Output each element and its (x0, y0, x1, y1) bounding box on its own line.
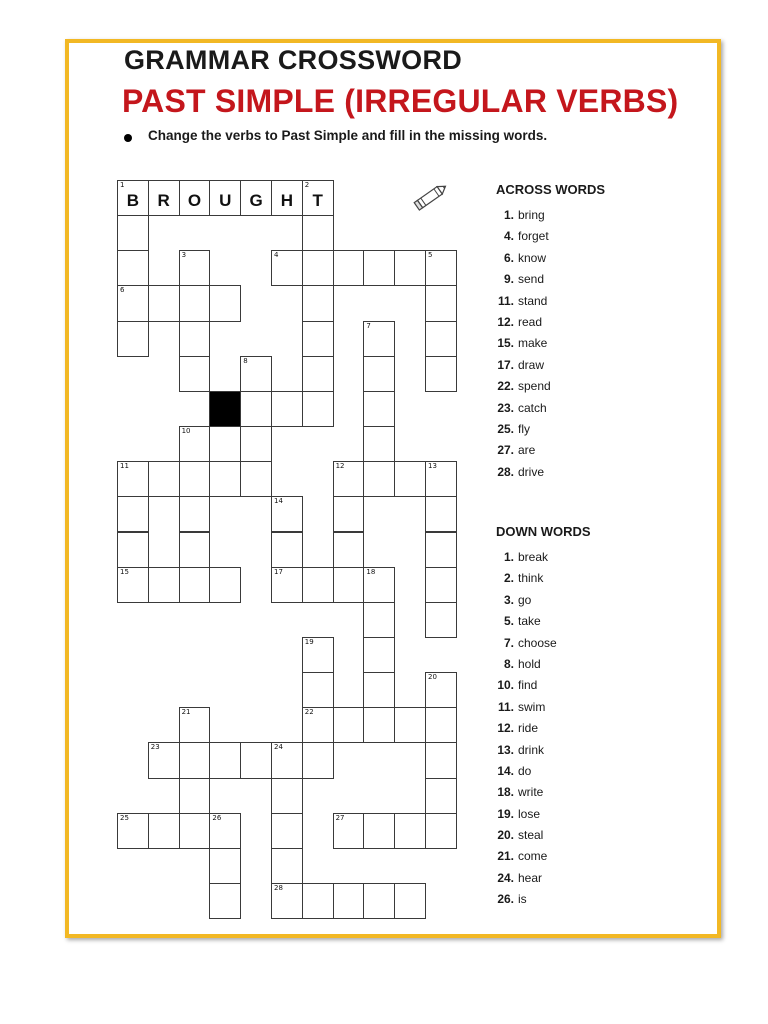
crossword-cell[interactable] (148, 742, 180, 778)
crossword-cell[interactable] (363, 391, 395, 427)
crossword-cell[interactable] (117, 532, 149, 568)
across-clue (496, 376, 605, 397)
down-clue (496, 868, 591, 889)
down-clue (496, 889, 591, 910)
clue-number: 10. (497, 678, 514, 693)
clue-word: think (518, 571, 544, 586)
crossword-black-cell[interactable] (209, 391, 241, 427)
crossword-cell[interactable] (425, 285, 457, 321)
cell-number: 22 (304, 708, 314, 717)
cell-number: 15 (120, 567, 129, 576)
clue-word: take (518, 614, 541, 629)
clue-word: swim (518, 699, 546, 714)
crossword-cell[interactable] (148, 813, 180, 849)
clue-number: 12. (497, 314, 514, 329)
page-title: GRAMMAR CROSSWORD (124, 45, 463, 75)
across-clue (496, 205, 605, 226)
across-clues (496, 182, 605, 483)
cell-number: 10 (181, 427, 191, 436)
down-clue (496, 825, 591, 846)
cell-number: 20 (428, 673, 437, 682)
clue-word: write (518, 785, 544, 800)
across-clue (496, 462, 605, 483)
clue-number: 2. (503, 571, 514, 586)
crossword-cell[interactable] (363, 356, 395, 392)
down-clue (496, 611, 591, 632)
down-clue (496, 761, 591, 782)
clue-number: 4. (503, 229, 514, 244)
clue-word: steal (518, 828, 544, 843)
crossword-cell[interactable] (209, 742, 241, 778)
crossword-cell[interactable] (425, 672, 457, 708)
crossword-cell[interactable] (271, 742, 303, 778)
down-clue (496, 590, 591, 611)
crossword-cell[interactable] (333, 250, 365, 286)
crossword-cell[interactable] (148, 567, 180, 603)
cell-number: 13 (428, 462, 437, 471)
down-clue (496, 740, 591, 761)
crossword-cell[interactable] (117, 250, 149, 286)
clue-word: drink (518, 742, 545, 757)
clue-number: 17. (497, 357, 514, 372)
across-clue (496, 419, 605, 440)
crossword-cell[interactable] (394, 250, 426, 286)
crossword-cell[interactable] (425, 321, 457, 357)
crossword-cell[interactable] (117, 285, 149, 321)
crossword-cell[interactable] (179, 742, 211, 778)
crossword-cell[interactable] (425, 602, 457, 638)
crossword-cell[interactable] (271, 250, 303, 286)
cell-number: 14 (274, 497, 283, 506)
clue-number: 1. (503, 208, 514, 222)
cell-letter: G (249, 191, 263, 210)
crossword-cell[interactable] (333, 883, 365, 919)
cell-number: 11 (120, 462, 129, 471)
down-clue (496, 804, 591, 825)
cell-letter: T (312, 191, 323, 210)
crossword-cell[interactable] (425, 742, 457, 778)
cell-letter: U (219, 191, 232, 210)
clue-word: draw (518, 357, 545, 372)
crossword-cell[interactable] (425, 356, 457, 392)
crossword-cell[interactable] (209, 285, 241, 321)
down-clue (496, 633, 591, 654)
crossword-cell[interactable] (363, 707, 395, 743)
clue-word: fly (518, 421, 530, 436)
clue-number: 11. (497, 293, 514, 308)
cell-number: 19 (304, 637, 314, 646)
crossword-cell[interactable] (148, 461, 180, 497)
clue-number: 24. (497, 870, 514, 885)
crossword-cell[interactable] (302, 567, 334, 603)
clue-word: are (518, 443, 536, 458)
crossword-cell[interactable] (271, 567, 303, 603)
clue-number: 27. (497, 443, 514, 458)
clue-word: choose (518, 635, 557, 650)
clue-word: spend (518, 379, 551, 394)
crossword-cell[interactable] (302, 637, 334, 673)
bullet-icon (124, 134, 132, 142)
crossword-cell[interactable] (302, 707, 334, 743)
crossword-cell[interactable] (209, 813, 241, 849)
clue-word: send (518, 272, 545, 287)
crossword-cell[interactable] (271, 813, 303, 849)
crossword-cell[interactable] (240, 180, 272, 216)
clue-number: 7. (503, 635, 514, 650)
crossword-cell[interactable] (240, 426, 272, 462)
cell-number: 21 (181, 708, 191, 717)
clue-word: ride (518, 721, 539, 736)
crossword-cell[interactable] (394, 707, 426, 743)
crossword-cell[interactable] (117, 180, 149, 216)
clue-word: catch (518, 400, 547, 415)
clue-word: do (518, 763, 532, 778)
down-clue (496, 675, 591, 696)
clue-word: come (518, 849, 548, 864)
crossword-cell[interactable] (425, 813, 457, 849)
crossword-cell[interactable] (179, 461, 211, 497)
clue-number: 11. (497, 699, 514, 714)
crossword-cell[interactable] (425, 532, 457, 568)
clue-number: 1. (503, 550, 514, 564)
across-clue (496, 355, 605, 376)
crossword-cell[interactable] (333, 813, 365, 849)
down-clue (496, 846, 591, 867)
down-clue (496, 568, 591, 589)
pencil-icon (412, 180, 450, 214)
clue-word: drive (518, 464, 545, 479)
crossword-cell[interactable] (117, 813, 149, 849)
cell-number: 3 (181, 251, 187, 260)
crossword-cell[interactable] (179, 180, 211, 216)
crossword-cell[interactable] (363, 602, 395, 638)
cell-number: 12 (335, 462, 345, 471)
cell-letter: R (157, 191, 170, 210)
crossword-cell[interactable] (333, 567, 365, 603)
clue-word: hear (518, 870, 543, 885)
down-clue (496, 697, 591, 718)
cell-number: 26 (212, 813, 222, 822)
clue-number: 22. (497, 379, 514, 394)
crossword-cell[interactable] (333, 707, 365, 743)
crossword-cell[interactable] (302, 285, 334, 321)
crossword-cell[interactable] (240, 461, 272, 497)
page-subtitle: PAST SIMPLE (IRREGULAR VERBS) (122, 83, 679, 119)
across-clue (496, 269, 605, 290)
crossword-cell[interactable] (333, 461, 365, 497)
crossword-cell[interactable] (179, 285, 211, 321)
crossword-cell[interactable] (363, 672, 395, 708)
clue-number: 26. (497, 892, 514, 907)
across-clue (496, 398, 605, 419)
crossword-cell[interactable] (394, 883, 426, 919)
cell-number: 5 (428, 251, 433, 260)
cell-number: 27 (335, 813, 345, 822)
crossword-cell[interactable] (117, 461, 149, 497)
instruction-text: Change the verbs to Past Simple and fill in the missing words. (148, 128, 548, 143)
clue-number: 28. (497, 464, 514, 479)
crossword-cell[interactable] (117, 321, 149, 357)
crossword-cell[interactable] (240, 356, 272, 392)
crossword-cell[interactable] (363, 567, 395, 603)
crossword-cell[interactable] (179, 426, 211, 462)
clue-number: 5. (503, 614, 514, 629)
cell-letter: O (187, 191, 202, 210)
cell-number: 28 (274, 884, 283, 892)
crossword-cell[interactable] (271, 848, 303, 884)
crossword-cell[interactable] (240, 391, 272, 427)
clue-number: 6. (503, 250, 514, 265)
clue-word: go (518, 592, 532, 607)
across-clue (496, 440, 605, 461)
crossword-cell[interactable] (302, 742, 334, 778)
clue-number: 19. (497, 806, 514, 821)
cell-letter: B (126, 191, 140, 210)
crossword-cell[interactable] (425, 250, 457, 286)
crossword-cell[interactable] (302, 321, 334, 357)
crossword-cell[interactable] (209, 883, 241, 919)
crossword-cell[interactable] (302, 180, 334, 216)
crossword-cell[interactable] (302, 883, 334, 919)
down-clue (496, 782, 591, 803)
clue-word: lose (518, 806, 541, 821)
clue-number: 15. (497, 336, 514, 351)
crossword-cell[interactable] (271, 778, 303, 814)
crossword-cell[interactable] (363, 883, 395, 919)
crossword-cell[interactable] (148, 285, 180, 321)
crossword-cell[interactable] (425, 496, 457, 532)
crossword-cell[interactable] (363, 250, 395, 286)
cell-letter: H (280, 191, 294, 210)
crossword-cell[interactable] (271, 532, 303, 568)
clue-number: 20. (497, 828, 514, 843)
crossword-cell[interactable] (117, 567, 149, 603)
clue-number: 25. (497, 421, 514, 436)
crossword-cell[interactable] (179, 356, 211, 392)
crossword-cell[interactable] (240, 742, 272, 778)
clue-number: 12. (497, 721, 514, 736)
clue-number: 21. (497, 849, 514, 864)
cell-number: 2 (304, 181, 310, 189)
cell-number: 25 (120, 813, 129, 822)
across-clue (496, 291, 605, 312)
down-clues (496, 524, 591, 911)
crossword-cell[interactable] (271, 883, 303, 919)
clue-word: stand (518, 293, 548, 308)
clue-number: 14. (497, 763, 514, 778)
clue-word: is (518, 892, 527, 907)
crossword-cell[interactable] (117, 215, 149, 251)
clue-word: forget (518, 229, 549, 244)
clue-number: 9. (503, 272, 514, 287)
crossword-cell[interactable] (209, 461, 241, 497)
crossword-cell[interactable] (117, 496, 149, 532)
crossword-cell[interactable] (179, 532, 211, 568)
clue-word: find (518, 678, 538, 693)
across-heading: ACROSS WORDS (496, 182, 606, 197)
across-clue (496, 248, 605, 269)
crossword-cell[interactable] (179, 778, 211, 814)
crossword-cell[interactable] (425, 707, 457, 743)
crossword-cell[interactable] (394, 461, 426, 497)
cell-number: 4 (274, 251, 279, 260)
crossword-cell[interactable] (333, 532, 365, 568)
crossword-cell[interactable] (302, 215, 334, 251)
down-heading: DOWN WORDS (496, 524, 591, 539)
crossword-cell[interactable] (179, 707, 211, 743)
across-clue (496, 226, 605, 247)
crossword-cell[interactable] (179, 321, 211, 357)
clue-word: hold (518, 656, 541, 671)
clue-word: break (518, 550, 549, 564)
across-clue (496, 333, 605, 354)
cell-number: 23 (150, 743, 160, 752)
crossword-cell[interactable] (179, 567, 211, 603)
down-clue-list (496, 547, 591, 911)
crossword-cell[interactable] (333, 496, 365, 532)
crossword-cell[interactable] (363, 637, 395, 673)
across-clue-list (496, 205, 605, 483)
crossword-cell[interactable] (425, 567, 457, 603)
cell-number: 24 (274, 743, 283, 752)
clue-number: 23. (497, 400, 514, 415)
crossword-cell[interactable] (179, 813, 211, 849)
cell-number: 7 (366, 321, 371, 330)
crossword-cell[interactable] (271, 391, 303, 427)
clue-number: 3. (503, 592, 514, 607)
clue-word: bring (518, 208, 545, 222)
crossword-cell[interactable] (209, 567, 241, 603)
down-clue (496, 654, 591, 675)
crossword-cell[interactable] (302, 356, 334, 392)
crossword-cell[interactable] (363, 813, 395, 849)
crossword-cell[interactable] (148, 180, 180, 216)
cell-number: 1 (120, 181, 125, 189)
clue-word: read (518, 314, 543, 329)
across-clue (496, 312, 605, 333)
crossword-cell[interactable] (302, 391, 334, 427)
crossword-cell[interactable] (363, 321, 395, 357)
down-clue (496, 547, 591, 568)
crossword-cell[interactable] (425, 778, 457, 814)
cell-number: 17 (274, 567, 283, 576)
crossword-cell[interactable] (302, 672, 334, 708)
crossword-cell[interactable] (394, 813, 426, 849)
down-clue (496, 718, 591, 739)
clue-number: 18. (497, 785, 514, 800)
cell-number: 18 (366, 567, 376, 576)
crossword-cell[interactable] (302, 250, 334, 286)
cell-number: 8 (243, 356, 248, 365)
crossword-cell[interactable] (363, 426, 395, 462)
crossword-cell[interactable] (425, 461, 457, 497)
crossword-cell[interactable] (179, 496, 211, 532)
cell-number: 6 (120, 286, 125, 295)
clue-word: make (518, 336, 548, 351)
crossword-cell[interactable] (209, 848, 241, 884)
crossword-cell[interactable] (209, 180, 241, 216)
crossword-cell[interactable] (271, 496, 303, 532)
clue-number: 8. (503, 656, 514, 671)
crossword-cell[interactable] (179, 250, 211, 286)
crossword-cell[interactable] (363, 461, 395, 497)
clue-word: know (518, 250, 547, 265)
clue-number: 13. (497, 742, 514, 757)
crossword-cell[interactable] (271, 180, 303, 216)
